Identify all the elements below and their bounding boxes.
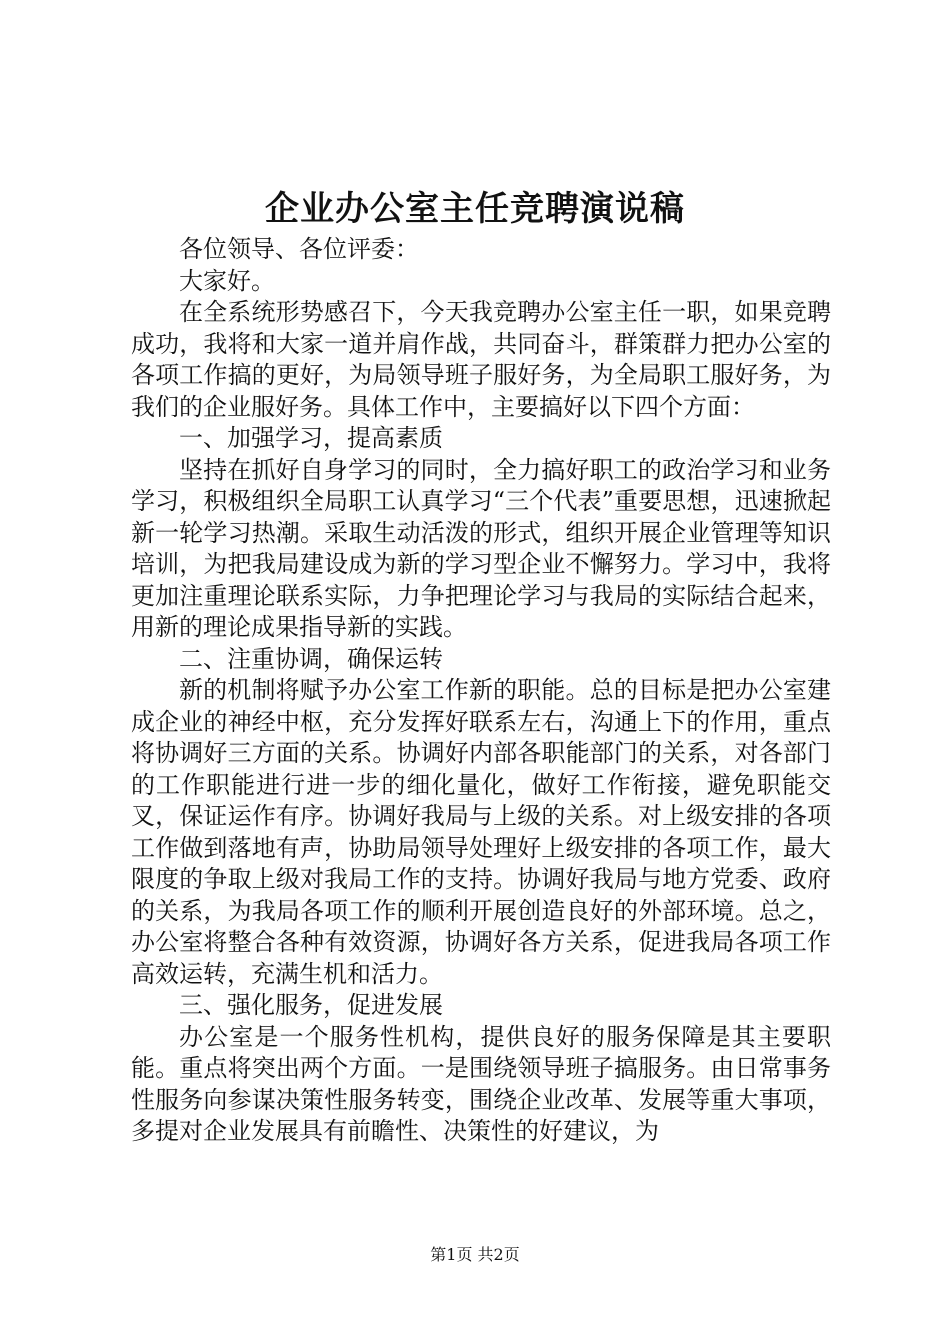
salutation: 大家好。: [179, 266, 275, 295]
section-heading-1: 一、加强学习，提高素质: [179, 424, 443, 452]
section-paragraph-3: 办公室是一个服务性机构，提供良好的服务保障是其主要职能。重点将突出两个方面。一是围绕领导班子搞服务。由日常事务性服务向参谋决策性服务转变，围绕企业改革、发展等重大事项，多提对企业发展具有前瞻性、决策性的好建议，为: [131, 1022, 831, 1145]
greeting: 各位领导、各位评委：: [179, 235, 419, 263]
section-heading-2: 二、注重协调，确保运转: [179, 644, 443, 673]
section-paragraph-2: 新的机制将赋予办公室工作新的职能。总的目标是把办公室建成企业的神经中枢，充分发挥好联系左右，沟通上下的作用，重点将协调好三方面的关系。协调好内部各职能部门的关系，对各部门的工作职能进行进一步的细化量化，做好工作衔接，避免职能交叉，保证运作有序。协调好我局与上级的关系。对上级安排的各项工作做到落地有声，协助局领导处理好上级安排的各项工作，最大限度的争取上级对我局工作的支持。协调好我局与地方党委、政府的关系，为我局各项工作的顺利开展创造良好的外部环境。总之，办公室将整合各种有效资源，协调好各方关系，促进我局各项工作高效运转，充满生机和活力。: [131, 676, 831, 988]
intro-paragraph: 在全系统形势感召下，今天我竞聘办公室主任一职，如果竞聘成功，我将和大家一道并肩作战，共同奋斗，群策群力把办公室的各项工作搞的更好，为局领导班子服好务，为全局职工服好务，为我们的企业服好务。具体工作中，主要搞好以下四个方面：: [131, 298, 831, 421]
section-paragraph-1: 坚持在抓好自身学习的同时，全力搞好职工的政治学习和业务学习，积极组织全局职工认真学习“三个代表”重要思想，迅速掀起新一轮学习热潮。采取生动活泼的形式，组织开展企业管理等知识培训，为把我局建设成为新的学习型企业不懈努力。学习中，我将更加注重理论联系实际，力争把理论学习与我局的实际结合起来，用新的理论成果指导新的实践。: [131, 455, 831, 641]
document-body: [131, 234, 831, 1148]
page-footer: 第1页 共2页: [430, 1245, 520, 1264]
document-title: 企业办公室主任竞聘演说稿: [265, 189, 685, 229]
section-heading-3: 三、强化服务，促进发展: [179, 991, 443, 1019]
